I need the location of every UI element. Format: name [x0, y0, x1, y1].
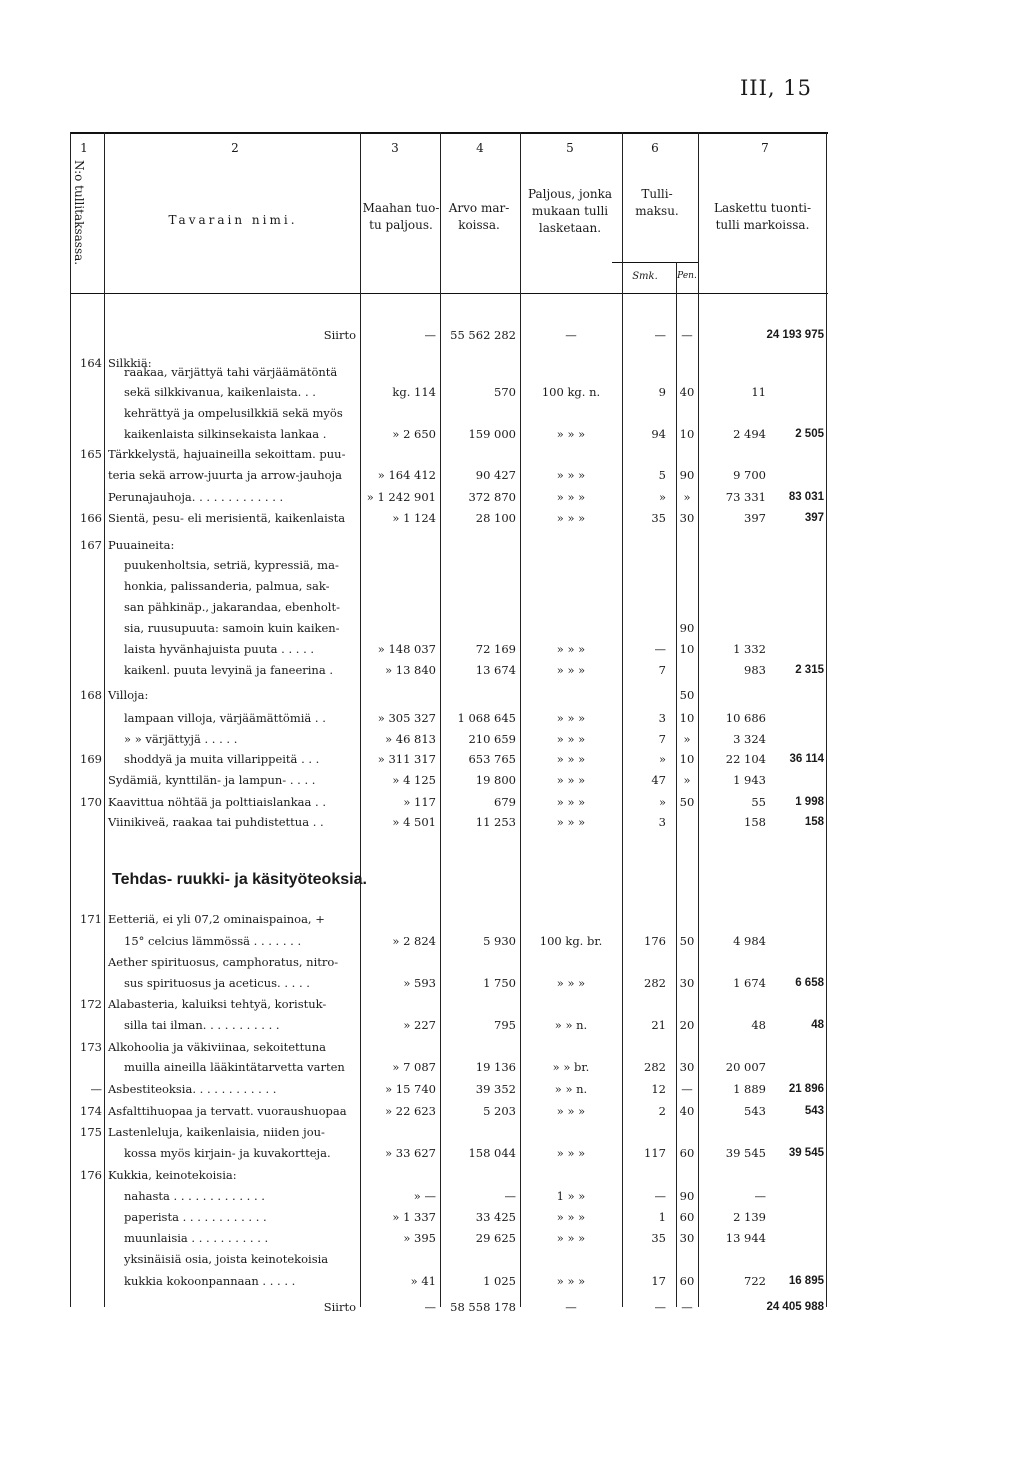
row-name: Asbestiteoksia. . . . . . . . . . . . [108, 1082, 277, 1096]
row-basis: » » » [556, 490, 586, 504]
col-num-4: 4 [476, 141, 484, 155]
row-duty-total: 2 139 [733, 1210, 766, 1224]
row-basis: » » » [556, 795, 586, 809]
section-title: Tehdas- ruukki- ja käsityöteoksia. [112, 871, 367, 888]
row-quantity: » — [413, 1189, 436, 1203]
row-duty-pen: » [683, 732, 691, 746]
row-name: raakaa, värjättyä tahi värjäämätöntä [124, 365, 338, 379]
row-quantity: » 4 501 [392, 815, 436, 829]
row-quantity: » 227 [403, 1018, 436, 1032]
row-quantity: kg. 114 [392, 385, 436, 399]
row-duty-smk: 7 [658, 663, 666, 677]
col-num-5: 5 [566, 141, 574, 155]
row-duty-smk: » [658, 490, 666, 504]
row-name: laista hyvänhajuista puuta . . . . . [124, 642, 315, 656]
row-duty-smk: 3 [658, 815, 666, 829]
row-duty-smk: 7 [658, 732, 666, 746]
row-basis: » » » [556, 752, 586, 766]
row-group-total: 2 315 [795, 664, 824, 676]
row-duty-pen: — [681, 328, 693, 342]
row-name: Lastenleluja, kaikenlaisia, niiden jou- [108, 1125, 325, 1139]
row-duty-smk: 35 [651, 511, 666, 525]
row-number: 171 [80, 912, 102, 926]
row-name: muilla aineilla lääkintätarvetta varten [124, 1060, 345, 1074]
row-name: puukenholtsia, setriä, kypressiä, ma- [124, 558, 339, 572]
row-value: 11 253 [475, 815, 516, 829]
row-duty-pen: 90 [679, 468, 695, 482]
row-quantity: » 15 740 [385, 1082, 436, 1096]
row-number: — [90, 1082, 102, 1096]
col4-header: Arvo mar- koissa. [448, 201, 510, 232]
row-name: Alabasteria, kaluiksi tehtyä, koristuk- [108, 997, 327, 1011]
row-value: 58 558 178 [450, 1300, 516, 1314]
col5-header: Paljous, jonka mukaan tulli lasketaan. [527, 187, 613, 235]
page-number: III, 15 [740, 76, 812, 100]
row-name: lampaan villoja, värjäämättömiä . . [124, 711, 326, 725]
row-name: Asfalttihuopaa ja tervatt. vuoraushuopaa [108, 1104, 347, 1118]
row-duty-pen: 50 [679, 934, 695, 948]
row-duty-total: 48 [751, 1018, 766, 1032]
row-name: Viinikiveä, raakaa tai puhdistettua . . [108, 815, 324, 829]
row-duty-pen: » [683, 490, 691, 504]
row-name: yksinäisiä osia, joista keinotekoisia [124, 1252, 329, 1266]
col-rule-1 [70, 132, 71, 1307]
row-duty-pen: 20 [679, 1018, 695, 1032]
row-name: sekä silkkivanua, kaikenlaista. . . [124, 385, 316, 399]
row-duty-total: 1 674 [733, 976, 766, 990]
row-duty-smk: — [654, 328, 666, 342]
row-duty-total: 2 494 [733, 427, 766, 441]
row-quantity: » 395 [403, 1231, 436, 1245]
row-duty-smk: 117 [644, 1146, 666, 1160]
col-rule-3 [360, 132, 361, 1307]
col6-sub-pen: Pen. [677, 271, 697, 281]
row-duty-pen: 10 [679, 642, 695, 656]
row-duty-pen: 60 [679, 1146, 695, 1160]
row-duty-smk: 2 [658, 1104, 666, 1118]
row-value: 55 562 282 [450, 328, 516, 342]
row-basis: » » » [556, 1210, 586, 1224]
row-duty-pen: 90 [679, 1189, 695, 1203]
row-quantity: » 1 337 [392, 1210, 436, 1224]
row-name: Siirto [323, 1300, 356, 1314]
col-num-1: 1 [80, 141, 88, 155]
row-value: 90 427 [475, 468, 516, 482]
row-duty-pen: — [681, 1300, 693, 1314]
row-name: teria sekä arrow-juurta ja arrow-jauhoja [108, 468, 342, 482]
row-duty-pen: — [681, 1082, 693, 1096]
row-duty-total: 1 943 [733, 773, 766, 787]
row-quantity: » 41 [410, 1274, 436, 1288]
row-quantity: » 117 [403, 795, 436, 809]
row-name: muunlaisia . . . . . . . . . . . [124, 1231, 269, 1245]
row-basis: » » » [556, 642, 586, 656]
tulli-sub-rule [612, 262, 698, 263]
row-duty-smk: 5 [658, 468, 666, 482]
row-quantity: » 13 840 [385, 663, 436, 677]
row-duty-total: 10 686 [725, 711, 766, 725]
row-name: Kaavittua nöhtää ja polttiaislankaa . . [108, 795, 327, 809]
row-name: kossa myös kirjain- ja kuvakortteja. [124, 1146, 331, 1160]
row-duty-pen: » [683, 773, 691, 787]
row-basis: 1 » » [556, 1189, 586, 1203]
row-basis: » » » [556, 468, 586, 482]
row-duty-total: 11 [751, 385, 766, 399]
row-duty-smk: 282 [644, 1060, 666, 1074]
col-rule-9 [826, 132, 827, 1307]
row-value: 1 750 [483, 976, 516, 990]
row-value: 13 674 [475, 663, 516, 677]
row-duty-pen: 90 [679, 621, 695, 635]
col-rule-4 [440, 132, 441, 1307]
row-basis: » » » [556, 732, 586, 746]
row-duty-total: 1 889 [733, 1082, 766, 1096]
row-name: Aether spirituosus, camphoratus, nitro- [108, 955, 339, 969]
row-quantity: » 33 627 [385, 1146, 436, 1160]
row-quantity: » 46 813 [385, 732, 436, 746]
row-number: 169 [80, 752, 102, 766]
row-number: 166 [80, 511, 102, 525]
row-name: Silkkiä: [108, 356, 152, 370]
row-duty-total: 39 545 [725, 1146, 766, 1160]
row-value: — [504, 1189, 516, 1203]
row-group-total: 21 896 [788, 1083, 824, 1095]
row-group-total: 24 405 988 [766, 1301, 824, 1313]
row-duty-pen: 40 [679, 1104, 695, 1118]
row-basis: » » » [556, 1146, 586, 1160]
row-number: 170 [80, 795, 102, 809]
row-value: 1 068 645 [457, 711, 516, 725]
row-basis: 100 kg. n. [541, 385, 601, 399]
row-group-total: 16 895 [788, 1275, 824, 1287]
row-duty-pen: 60 [679, 1210, 695, 1224]
row-name: » » värjättyjä . . . . . [124, 732, 238, 746]
row-duty-total: 543 [744, 1104, 766, 1118]
row-duty-pen: 10 [679, 752, 695, 766]
row-number: 176 [80, 1168, 102, 1182]
row-name: kaikenlaista silkinsekaista lankaa . [124, 427, 327, 441]
row-basis: 100 kg. br. [539, 934, 603, 948]
row-basis: » » n. [554, 1018, 588, 1032]
row-number: 165 [80, 447, 102, 461]
row-basis: » » br. [552, 1060, 590, 1074]
row-duty-pen: 40 [679, 385, 695, 399]
row-basis: » » » [556, 711, 586, 725]
row-group-total: 543 [804, 1105, 824, 1117]
row-name: kaikenl. puuta levyinä ja faneerina . [124, 663, 334, 677]
row-quantity: » 164 412 [377, 468, 436, 482]
col-num-6: 6 [651, 141, 659, 155]
row-name: Eetteriä, ei yli 07,2 ominaispainoa, + [108, 912, 325, 926]
row-name: Sydämiä, kynttilän- ja lampun- . . . . [108, 773, 316, 787]
row-group-total: 6 658 [795, 977, 824, 989]
row-duty-smk: 282 [644, 976, 666, 990]
row-number: 167 [80, 538, 102, 552]
row-basis: » » » [556, 663, 586, 677]
row-quantity: » 305 327 [377, 711, 436, 725]
row-basis: » » n. [554, 1082, 588, 1096]
row-value: 19 800 [475, 773, 516, 787]
row-duty-smk: — [654, 1300, 666, 1314]
row-number: 168 [80, 688, 102, 702]
row-basis: » » » [556, 976, 586, 990]
col7-header: Laskettu tuonti- tulli markoissa. [713, 201, 812, 232]
row-name: Kukkia, keinotekoisia: [108, 1168, 237, 1182]
row-duty-smk: 17 [651, 1274, 666, 1288]
row-quantity: » 7 087 [392, 1060, 436, 1074]
col-rule-2 [104, 132, 105, 1307]
row-name: Alkohoolia ja väkiviinaa, sekoitettuna [108, 1040, 326, 1054]
row-group-total: 2 505 [795, 428, 824, 440]
row-duty-pen: 10 [679, 427, 695, 441]
row-value: 570 [494, 385, 516, 399]
row-number: 172 [80, 997, 102, 1011]
row-value: 5 930 [483, 934, 516, 948]
row-duty-total: 55 [751, 795, 766, 809]
row-duty-smk: 47 [651, 773, 666, 787]
row-value: 158 044 [468, 1146, 516, 1160]
row-duty-smk: 3 [658, 711, 666, 725]
row-value: 653 765 [468, 752, 516, 766]
row-duty-total: 158 [744, 815, 766, 829]
row-duty-smk: » [658, 752, 666, 766]
row-basis: » » » [556, 815, 586, 829]
row-group-total: 36 114 [789, 753, 824, 765]
row-name: silla tai ilman. . . . . . . . . . . [124, 1018, 280, 1032]
row-value: 679 [494, 795, 516, 809]
row-quantity: — [424, 328, 436, 342]
row-value: 29 625 [475, 1231, 516, 1245]
col6-sub-smk: Smk. [632, 271, 658, 282]
row-value: 39 352 [475, 1082, 516, 1096]
row-duty-smk: 1 [658, 1210, 666, 1224]
row-duty-total: 4 984 [733, 934, 766, 948]
row-name: nahasta . . . . . . . . . . . . . [124, 1189, 265, 1203]
row-basis: » » » [556, 1231, 586, 1245]
row-name: 15° celcius lämmössä . . . . . . . [124, 934, 302, 948]
row-name: shoddyä ja muita villarippeitä . . . [124, 752, 320, 766]
row-number: 175 [80, 1125, 102, 1139]
row-value: 1 025 [483, 1274, 516, 1288]
row-duty-total: 1 332 [733, 642, 766, 656]
row-basis: » » » [556, 1274, 586, 1288]
row-duty-pen: 50 [679, 688, 695, 702]
row-duty-smk: — [654, 1189, 666, 1203]
header-top-rule [70, 132, 828, 134]
row-value: 210 659 [468, 732, 516, 746]
row-value: 72 169 [475, 642, 516, 656]
row-duty-pen: 30 [679, 1231, 695, 1245]
col3-header: Maahan tuo- tu paljous. [362, 201, 440, 232]
row-value: 159 000 [468, 427, 516, 441]
row-duty-total: 13 944 [725, 1231, 766, 1245]
row-basis: » » » [556, 1104, 586, 1118]
col-num-2: 2 [231, 141, 239, 155]
row-duty-total: 9 700 [733, 468, 766, 482]
col2-header: Tavarain nimi. [168, 213, 298, 227]
row-name: honkia, palissanderia, palmua, sak- [124, 579, 330, 593]
row-group-total: 1 998 [795, 796, 824, 808]
row-duty-pen: 10 [679, 711, 695, 725]
col-num-7: 7 [761, 141, 769, 155]
row-name: Villoja: [108, 688, 149, 702]
row-quantity: » 1 242 901 [366, 490, 436, 504]
row-duty-pen: 30 [679, 976, 695, 990]
header-bottom-rule [70, 293, 828, 294]
row-quantity: » 593 [403, 976, 436, 990]
row-quantity: » 311 317 [377, 752, 436, 766]
row-duty-pen: 60 [679, 1274, 695, 1288]
row-quantity: — [424, 1300, 436, 1314]
col-rule-5 [520, 132, 521, 1307]
col6-header: Tulli- maksu. [635, 187, 679, 218]
row-name: kukkia kokoonpannaan . . . . . [124, 1274, 296, 1288]
row-name: Tärkkelystä, hajuaineilla sekoittam. puu- [108, 447, 346, 461]
row-value: 19 136 [475, 1060, 516, 1074]
row-duty-smk: » [658, 795, 666, 809]
row-duty-total: 3 324 [733, 732, 766, 746]
row-quantity: » 22 623 [385, 1104, 436, 1118]
row-value: 795 [494, 1018, 516, 1032]
row-name: san pähkinäp., jakarandaa, ebenholt- [124, 600, 340, 614]
row-basis: » » » [556, 511, 586, 525]
row-name: sia, ruusupuuta: samoin kuin kaiken- [124, 621, 340, 635]
row-basis: » » » [556, 773, 586, 787]
row-number: 164 [80, 356, 102, 370]
row-name: Sientä, pesu- eli merisientä, kaikenlaista [108, 511, 346, 525]
row-quantity: » 4 125 [392, 773, 436, 787]
col-num-3: 3 [391, 141, 399, 155]
row-duty-pen: 30 [679, 511, 695, 525]
row-name: sus spirituosus ja aceticus. . . . . [124, 976, 310, 990]
col-rule-8 [698, 132, 699, 1307]
row-quantity: » 1 124 [392, 511, 436, 525]
row-group-total: 158 [804, 816, 824, 828]
row-name: paperista . . . . . . . . . . . . [124, 1210, 267, 1224]
row-duty-pen: 30 [679, 1060, 695, 1074]
row-duty-smk: 9 [658, 385, 666, 399]
row-name: Siirto [323, 328, 356, 342]
row-duty-total: 22 104 [725, 752, 766, 766]
row-duty-smk: 94 [651, 427, 666, 441]
row-duty-smk: 12 [651, 1082, 666, 1096]
row-group-total: 397 [804, 512, 824, 524]
row-basis: — [565, 1300, 577, 1314]
row-duty-pen: 50 [679, 795, 695, 809]
row-name: Puuaineita: [108, 538, 175, 552]
row-duty-total: 983 [744, 663, 766, 677]
row-quantity: » 148 037 [377, 642, 436, 656]
row-value: 5 203 [483, 1104, 516, 1118]
row-basis: — [565, 328, 577, 342]
row-duty-total: 73 331 [725, 490, 766, 504]
row-name: Perunajauhoja. . . . . . . . . . . . . [108, 490, 284, 504]
col-rule-6 [622, 132, 623, 1307]
row-basis: » » » [556, 427, 586, 441]
row-duty-total: 397 [744, 511, 766, 525]
row-number: 173 [80, 1040, 102, 1054]
row-group-total: 48 [811, 1019, 824, 1031]
row-value: 28 100 [475, 511, 516, 525]
row-value: 33 425 [475, 1210, 516, 1224]
row-name: kehrättyä ja ompelusilkkiä sekä myös [124, 406, 343, 420]
row-duty-total: 20 007 [725, 1060, 766, 1074]
row-quantity: » 2 650 [392, 427, 436, 441]
row-number: 174 [80, 1104, 102, 1118]
col1-header: N:o tullitaksassa. [72, 160, 86, 266]
row-quantity: » 2 824 [392, 934, 436, 948]
row-duty-smk: 21 [651, 1018, 666, 1032]
row-duty-smk: 176 [644, 934, 666, 948]
row-group-total: 39 545 [788, 1147, 824, 1159]
row-duty-smk: — [654, 642, 666, 656]
row-group-total: 24 193 975 [766, 329, 824, 341]
row-duty-total: 722 [744, 1274, 766, 1288]
row-value: 372 870 [468, 490, 516, 504]
row-duty-smk: 35 [651, 1231, 666, 1245]
row-duty-total: — [754, 1189, 766, 1203]
row-group-total: 83 031 [788, 491, 824, 503]
